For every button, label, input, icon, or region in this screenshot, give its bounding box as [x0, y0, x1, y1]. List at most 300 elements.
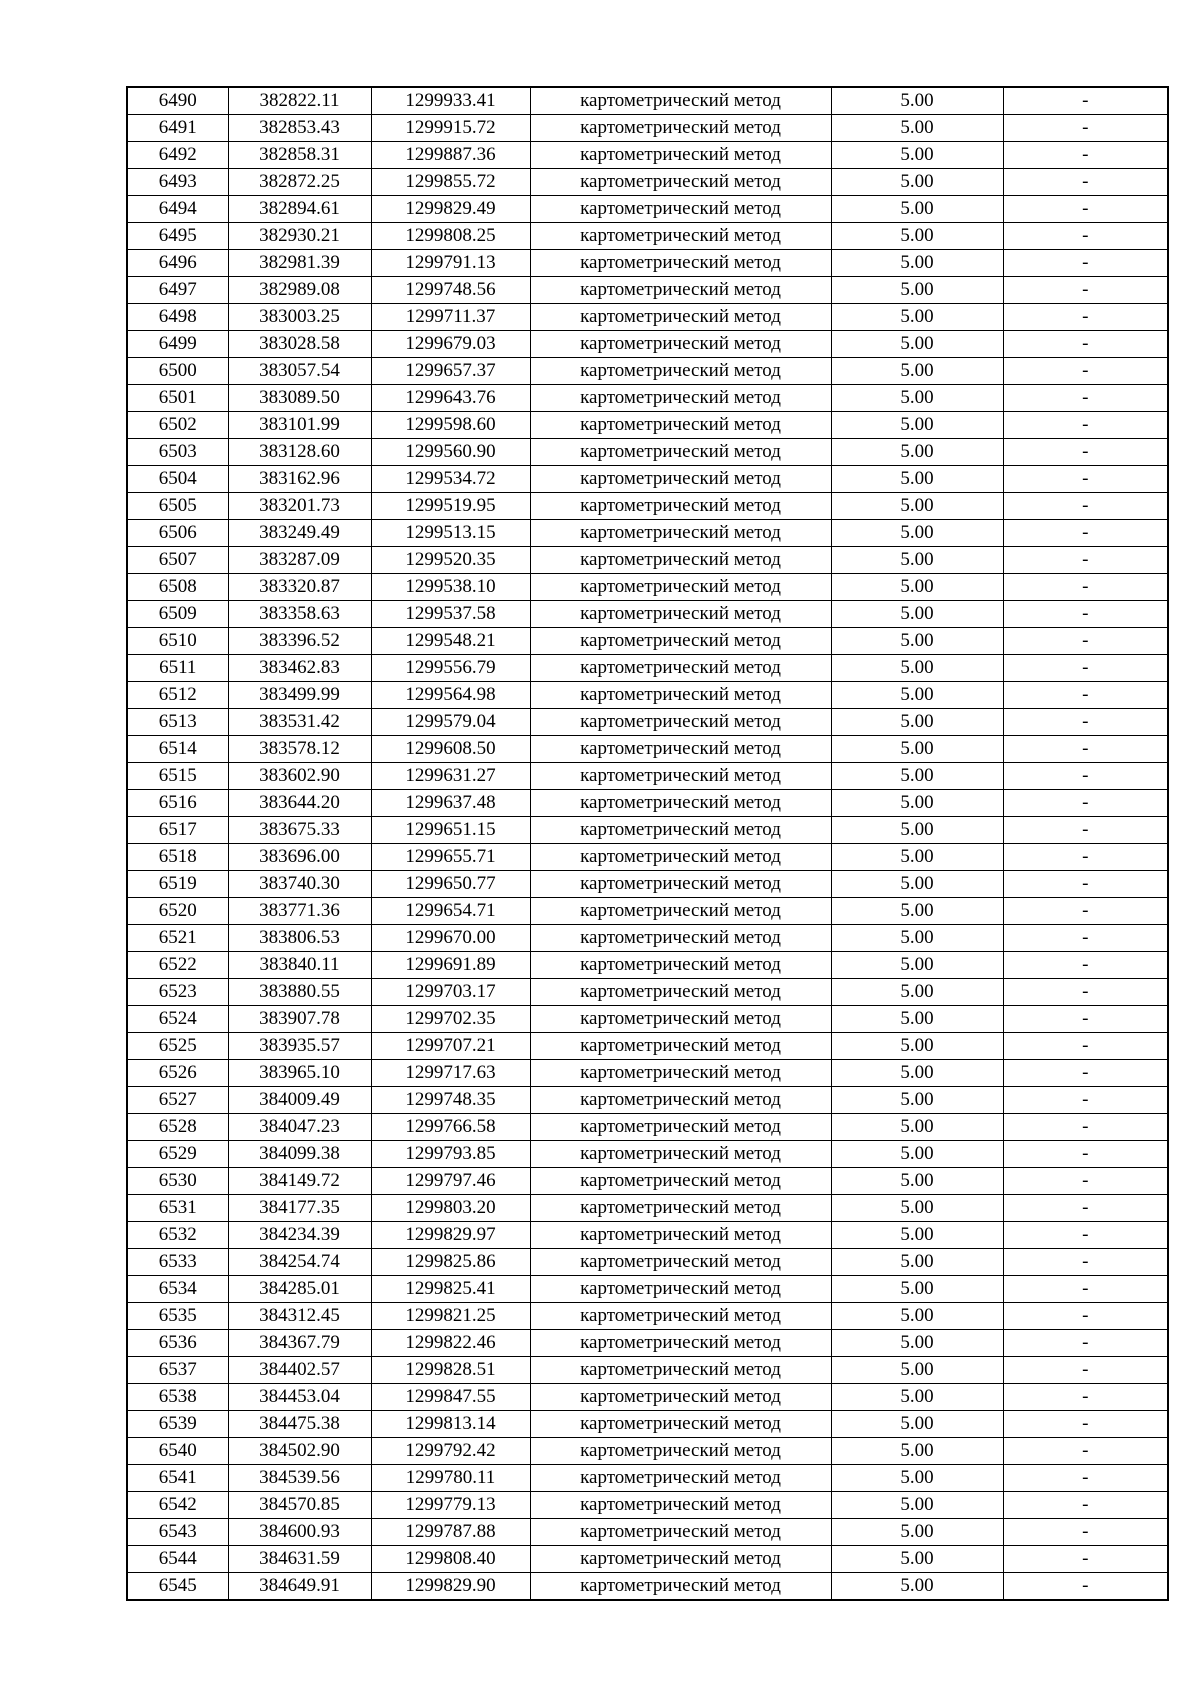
y-coordinate-cell: 1299670.00: [371, 925, 530, 952]
accuracy-cell: 5.00: [831, 574, 1003, 601]
y-coordinate-cell: 1299702.35: [371, 1006, 530, 1033]
table-row: [127, 1357, 1168, 1384]
accuracy-cell: 5.00: [831, 493, 1003, 520]
accuracy-cell: 5.00: [831, 925, 1003, 952]
y-coordinate-cell: 1299766.58: [371, 1114, 530, 1141]
note-cell: -: [1003, 1330, 1168, 1357]
point-number-cell: 6510: [127, 628, 228, 655]
table-row: [127, 898, 1168, 925]
y-coordinate-cell: 1299654.71: [371, 898, 530, 925]
method-cell: картометрический метод: [530, 1573, 831, 1601]
table-row: [127, 1303, 1168, 1330]
table-row: [127, 412, 1168, 439]
y-coordinate-cell: 1299643.76: [371, 385, 530, 412]
note-cell: -: [1003, 520, 1168, 547]
x-coordinate-cell: 384367.79: [228, 1330, 371, 1357]
y-coordinate-cell: 1299813.14: [371, 1411, 530, 1438]
point-number-cell: 6491: [127, 115, 228, 142]
accuracy-cell: 5.00: [831, 1330, 1003, 1357]
x-coordinate-cell: 384631.59: [228, 1546, 371, 1573]
method-cell: картометрический метод: [530, 817, 831, 844]
x-coordinate-cell: 383128.60: [228, 439, 371, 466]
note-cell: -: [1003, 1114, 1168, 1141]
note-cell: -: [1003, 1060, 1168, 1087]
method-cell: картометрический метод: [530, 1006, 831, 1033]
method-cell: картометрический метод: [530, 1492, 831, 1519]
accuracy-cell: 5.00: [831, 1519, 1003, 1546]
point-number-cell: 6518: [127, 844, 228, 871]
x-coordinate-cell: 384475.38: [228, 1411, 371, 1438]
table-row: [127, 655, 1168, 682]
note-cell: -: [1003, 250, 1168, 277]
x-coordinate-cell: 383101.99: [228, 412, 371, 439]
method-cell: картометрический метод: [530, 169, 831, 196]
note-cell: -: [1003, 1492, 1168, 1519]
point-number-cell: 6516: [127, 790, 228, 817]
note-cell: -: [1003, 601, 1168, 628]
note-cell: -: [1003, 169, 1168, 196]
point-number-cell: 6532: [127, 1222, 228, 1249]
method-cell: картометрический метод: [530, 655, 831, 682]
accuracy-cell: 5.00: [831, 736, 1003, 763]
point-number-cell: 6508: [127, 574, 228, 601]
point-number-cell: 6517: [127, 817, 228, 844]
point-number-cell: 6494: [127, 196, 228, 223]
y-coordinate-cell: 1299780.11: [371, 1465, 530, 1492]
y-coordinate-cell: 1299655.71: [371, 844, 530, 871]
note-cell: -: [1003, 547, 1168, 574]
accuracy-cell: 5.00: [831, 655, 1003, 682]
point-number-cell: 6507: [127, 547, 228, 574]
x-coordinate-cell: 383602.90: [228, 763, 371, 790]
x-coordinate-cell: 383320.87: [228, 574, 371, 601]
point-number-cell: 6537: [127, 1357, 228, 1384]
table-row: [127, 601, 1168, 628]
table-row: [127, 466, 1168, 493]
method-cell: картометрический метод: [530, 763, 831, 790]
note-cell: -: [1003, 574, 1168, 601]
accuracy-cell: 5.00: [831, 1303, 1003, 1330]
method-cell: картометрический метод: [530, 709, 831, 736]
method-cell: картометрический метод: [530, 736, 831, 763]
point-number-cell: 6540: [127, 1438, 228, 1465]
x-coordinate-cell: 384177.35: [228, 1195, 371, 1222]
point-number-cell: 6521: [127, 925, 228, 952]
method-cell: картометрический метод: [530, 439, 831, 466]
point-number-cell: 6531: [127, 1195, 228, 1222]
note-cell: -: [1003, 196, 1168, 223]
x-coordinate-cell: 384149.72: [228, 1168, 371, 1195]
accuracy-cell: 5.00: [831, 628, 1003, 655]
note-cell: -: [1003, 682, 1168, 709]
note-cell: -: [1003, 1222, 1168, 1249]
y-coordinate-cell: 1299933.41: [371, 87, 530, 115]
method-cell: картометрический метод: [530, 1303, 831, 1330]
table-row: [127, 763, 1168, 790]
accuracy-cell: 5.00: [831, 1222, 1003, 1249]
x-coordinate-cell: 384502.90: [228, 1438, 371, 1465]
method-cell: картометрический метод: [530, 682, 831, 709]
y-coordinate-cell: 1299534.72: [371, 466, 530, 493]
note-cell: -: [1003, 817, 1168, 844]
method-cell: картометрический метод: [530, 1249, 831, 1276]
point-number-cell: 6543: [127, 1519, 228, 1546]
accuracy-cell: 5.00: [831, 1465, 1003, 1492]
accuracy-cell: 5.00: [831, 520, 1003, 547]
note-cell: -: [1003, 790, 1168, 817]
accuracy-cell: 5.00: [831, 709, 1003, 736]
y-coordinate-cell: 1299579.04: [371, 709, 530, 736]
accuracy-cell: 5.00: [831, 1546, 1003, 1573]
note-cell: -: [1003, 979, 1168, 1006]
point-number-cell: 6511: [127, 655, 228, 682]
table-row: [127, 1168, 1168, 1195]
y-coordinate-cell: 1299637.48: [371, 790, 530, 817]
table-row: [127, 169, 1168, 196]
method-cell: картометрический метод: [530, 1276, 831, 1303]
method-cell: картометрический метод: [530, 1330, 831, 1357]
table-row: [127, 1222, 1168, 1249]
accuracy-cell: 5.00: [831, 1357, 1003, 1384]
point-number-cell: 6541: [127, 1465, 228, 1492]
y-coordinate-cell: 1299651.15: [371, 817, 530, 844]
method-cell: картометрический метод: [530, 574, 831, 601]
point-number-cell: 6501: [127, 385, 228, 412]
x-coordinate-cell: 384285.01: [228, 1276, 371, 1303]
method-cell: картометрический метод: [530, 925, 831, 952]
y-coordinate-cell: 1299748.56: [371, 277, 530, 304]
table-row: [127, 1438, 1168, 1465]
accuracy-cell: 5.00: [831, 979, 1003, 1006]
point-number-cell: 6496: [127, 250, 228, 277]
point-number-cell: 6534: [127, 1276, 228, 1303]
note-cell: -: [1003, 412, 1168, 439]
method-cell: картометрический метод: [530, 898, 831, 925]
note-cell: -: [1003, 1411, 1168, 1438]
note-cell: -: [1003, 1519, 1168, 1546]
table-row: [127, 520, 1168, 547]
y-coordinate-cell: 1299711.37: [371, 304, 530, 331]
y-coordinate-cell: 1299703.17: [371, 979, 530, 1006]
y-coordinate-cell: 1299887.36: [371, 142, 530, 169]
x-coordinate-cell: 383358.63: [228, 601, 371, 628]
point-number-cell: 6520: [127, 898, 228, 925]
accuracy-cell: 5.00: [831, 1276, 1003, 1303]
y-coordinate-cell: 1299787.88: [371, 1519, 530, 1546]
point-number-cell: 6504: [127, 466, 228, 493]
table-row: [127, 844, 1168, 871]
x-coordinate-cell: 384234.39: [228, 1222, 371, 1249]
point-number-cell: 6514: [127, 736, 228, 763]
table-row: [127, 439, 1168, 466]
y-coordinate-cell: 1299791.13: [371, 250, 530, 277]
y-coordinate-cell: 1299829.90: [371, 1573, 530, 1601]
x-coordinate-cell: 383499.99: [228, 682, 371, 709]
y-coordinate-cell: 1299564.98: [371, 682, 530, 709]
point-number-cell: 6519: [127, 871, 228, 898]
y-coordinate-cell: 1299825.41: [371, 1276, 530, 1303]
accuracy-cell: 5.00: [831, 1006, 1003, 1033]
table-row: [127, 1330, 1168, 1357]
y-coordinate-cell: 1299513.15: [371, 520, 530, 547]
x-coordinate-cell: 382981.39: [228, 250, 371, 277]
x-coordinate-cell: 382872.25: [228, 169, 371, 196]
accuracy-cell: 5.00: [831, 196, 1003, 223]
point-number-cell: 6527: [127, 1087, 228, 1114]
accuracy-cell: 5.00: [831, 1384, 1003, 1411]
note-cell: -: [1003, 1195, 1168, 1222]
accuracy-cell: 5.00: [831, 547, 1003, 574]
method-cell: картометрический метод: [530, 87, 831, 115]
table-row: [127, 1492, 1168, 1519]
table-row: [127, 547, 1168, 574]
y-coordinate-cell: 1299679.03: [371, 331, 530, 358]
x-coordinate-cell: 384312.45: [228, 1303, 371, 1330]
point-number-cell: 6492: [127, 142, 228, 169]
method-cell: картометрический метод: [530, 1168, 831, 1195]
accuracy-cell: 5.00: [831, 871, 1003, 898]
accuracy-cell: 5.00: [831, 1141, 1003, 1168]
method-cell: картометрический метод: [530, 1465, 831, 1492]
table-row: [127, 1060, 1168, 1087]
point-number-cell: 6533: [127, 1249, 228, 1276]
y-coordinate-cell: 1299691.89: [371, 952, 530, 979]
y-coordinate-cell: 1299519.95: [371, 493, 530, 520]
method-cell: картометрический метод: [530, 331, 831, 358]
note-cell: -: [1003, 1573, 1168, 1601]
table-row: [127, 331, 1168, 358]
accuracy-cell: 5.00: [831, 1060, 1003, 1087]
table-row: [127, 979, 1168, 1006]
note-cell: -: [1003, 466, 1168, 493]
point-number-cell: 6522: [127, 952, 228, 979]
method-cell: картометрический метод: [530, 196, 831, 223]
note-cell: -: [1003, 1087, 1168, 1114]
table-row: [127, 304, 1168, 331]
accuracy-cell: 5.00: [831, 223, 1003, 250]
method-cell: картометрический метод: [530, 1141, 831, 1168]
accuracy-cell: 5.00: [831, 142, 1003, 169]
point-number-cell: 6490: [127, 87, 228, 115]
note-cell: -: [1003, 709, 1168, 736]
x-coordinate-cell: 383578.12: [228, 736, 371, 763]
table-row: [127, 277, 1168, 304]
note-cell: -: [1003, 1303, 1168, 1330]
table-row: [127, 1573, 1168, 1601]
x-coordinate-cell: 384453.04: [228, 1384, 371, 1411]
point-number-cell: 6526: [127, 1060, 228, 1087]
note-cell: -: [1003, 142, 1168, 169]
note-cell: -: [1003, 277, 1168, 304]
y-coordinate-cell: 1299821.25: [371, 1303, 530, 1330]
x-coordinate-cell: 383696.00: [228, 844, 371, 871]
x-coordinate-cell: 383462.83: [228, 655, 371, 682]
point-number-cell: 6499: [127, 331, 228, 358]
accuracy-cell: 5.00: [831, 1573, 1003, 1601]
y-coordinate-cell: 1299748.35: [371, 1087, 530, 1114]
accuracy-cell: 5.00: [831, 250, 1003, 277]
point-number-cell: 6495: [127, 223, 228, 250]
accuracy-cell: 5.00: [831, 952, 1003, 979]
method-cell: картометрический метод: [530, 493, 831, 520]
accuracy-cell: 5.00: [831, 1195, 1003, 1222]
method-cell: картометрический метод: [530, 385, 831, 412]
accuracy-cell: 5.00: [831, 385, 1003, 412]
point-number-cell: 6515: [127, 763, 228, 790]
method-cell: картометрический метод: [530, 1438, 831, 1465]
point-number-cell: 6528: [127, 1114, 228, 1141]
method-cell: картометрический метод: [530, 358, 831, 385]
x-coordinate-cell: 383057.54: [228, 358, 371, 385]
accuracy-cell: 5.00: [831, 682, 1003, 709]
method-cell: картометрический метод: [530, 277, 831, 304]
table-row: [127, 1033, 1168, 1060]
y-coordinate-cell: 1299797.46: [371, 1168, 530, 1195]
accuracy-cell: 5.00: [831, 790, 1003, 817]
point-number-cell: 6498: [127, 304, 228, 331]
note-cell: -: [1003, 1438, 1168, 1465]
method-cell: картометрический метод: [530, 601, 831, 628]
x-coordinate-cell: 383935.57: [228, 1033, 371, 1060]
method-cell: картометрический метод: [530, 412, 831, 439]
note-cell: -: [1003, 871, 1168, 898]
accuracy-cell: 5.00: [831, 1114, 1003, 1141]
note-cell: -: [1003, 952, 1168, 979]
accuracy-cell: 5.00: [831, 1438, 1003, 1465]
table-row: [127, 1411, 1168, 1438]
x-coordinate-cell: 382858.31: [228, 142, 371, 169]
method-cell: картометрический метод: [530, 1357, 831, 1384]
accuracy-cell: 5.00: [831, 412, 1003, 439]
point-number-cell: 6525: [127, 1033, 228, 1060]
note-cell: -: [1003, 1141, 1168, 1168]
y-coordinate-cell: 1299556.79: [371, 655, 530, 682]
point-number-cell: 6536: [127, 1330, 228, 1357]
method-cell: картометрический метод: [530, 250, 831, 277]
table-row: [127, 1249, 1168, 1276]
x-coordinate-cell: 384009.49: [228, 1087, 371, 1114]
y-coordinate-cell: 1299717.63: [371, 1060, 530, 1087]
point-number-cell: 6524: [127, 1006, 228, 1033]
coordinates-table-body: [127, 87, 1168, 1600]
x-coordinate-cell: 382853.43: [228, 115, 371, 142]
method-cell: картометрический метод: [530, 1546, 831, 1573]
accuracy-cell: 5.00: [831, 1087, 1003, 1114]
y-coordinate-cell: 1299598.60: [371, 412, 530, 439]
x-coordinate-cell: 384099.38: [228, 1141, 371, 1168]
y-coordinate-cell: 1299822.46: [371, 1330, 530, 1357]
table-row: [127, 250, 1168, 277]
note-cell: -: [1003, 358, 1168, 385]
x-coordinate-cell: 383249.49: [228, 520, 371, 547]
method-cell: картометрический метод: [530, 790, 831, 817]
point-number-cell: 6523: [127, 979, 228, 1006]
x-coordinate-cell: 383028.58: [228, 331, 371, 358]
method-cell: картометрический метод: [530, 1519, 831, 1546]
note-cell: -: [1003, 925, 1168, 952]
x-coordinate-cell: 384047.23: [228, 1114, 371, 1141]
table-row: [127, 790, 1168, 817]
accuracy-cell: 5.00: [831, 1033, 1003, 1060]
note-cell: -: [1003, 1033, 1168, 1060]
accuracy-cell: 5.00: [831, 169, 1003, 196]
table-row: [127, 1465, 1168, 1492]
point-number-cell: 6530: [127, 1168, 228, 1195]
x-coordinate-cell: 383287.09: [228, 547, 371, 574]
point-number-cell: 6542: [127, 1492, 228, 1519]
table-row: [127, 385, 1168, 412]
accuracy-cell: 5.00: [831, 1168, 1003, 1195]
y-coordinate-cell: 1299828.51: [371, 1357, 530, 1384]
table-row: [127, 1384, 1168, 1411]
accuracy-cell: 5.00: [831, 844, 1003, 871]
table-row: [127, 196, 1168, 223]
point-number-cell: 6529: [127, 1141, 228, 1168]
x-coordinate-cell: 384570.85: [228, 1492, 371, 1519]
note-cell: -: [1003, 1357, 1168, 1384]
x-coordinate-cell: 383771.36: [228, 898, 371, 925]
point-number-cell: 6544: [127, 1546, 228, 1573]
point-number-cell: 6513: [127, 709, 228, 736]
table-row: [127, 817, 1168, 844]
method-cell: картометрический метод: [530, 1087, 831, 1114]
accuracy-cell: 5.00: [831, 466, 1003, 493]
x-coordinate-cell: 383162.96: [228, 466, 371, 493]
y-coordinate-cell: 1299560.90: [371, 439, 530, 466]
point-number-cell: 6535: [127, 1303, 228, 1330]
point-number-cell: 6538: [127, 1384, 228, 1411]
note-cell: -: [1003, 1276, 1168, 1303]
point-number-cell: 6545: [127, 1573, 228, 1601]
accuracy-cell: 5.00: [831, 763, 1003, 790]
y-coordinate-cell: 1299779.13: [371, 1492, 530, 1519]
method-cell: картометрический метод: [530, 844, 831, 871]
y-coordinate-cell: 1299808.40: [371, 1546, 530, 1573]
point-number-cell: 6497: [127, 277, 228, 304]
method-cell: картометрический метод: [530, 871, 831, 898]
point-number-cell: 6512: [127, 682, 228, 709]
table-row: [127, 115, 1168, 142]
point-number-cell: 6502: [127, 412, 228, 439]
note-cell: -: [1003, 1384, 1168, 1411]
table-row: [127, 142, 1168, 169]
point-number-cell: 6500: [127, 358, 228, 385]
y-coordinate-cell: 1299538.10: [371, 574, 530, 601]
table-row: [127, 871, 1168, 898]
y-coordinate-cell: 1299825.86: [371, 1249, 530, 1276]
method-cell: картометрический метод: [530, 466, 831, 493]
x-coordinate-cell: 383907.78: [228, 1006, 371, 1033]
table-row: [127, 709, 1168, 736]
note-cell: -: [1003, 1465, 1168, 1492]
y-coordinate-cell: 1299657.37: [371, 358, 530, 385]
note-cell: -: [1003, 304, 1168, 331]
note-cell: -: [1003, 628, 1168, 655]
method-cell: картометрический метод: [530, 628, 831, 655]
x-coordinate-cell: 384402.57: [228, 1357, 371, 1384]
x-coordinate-cell: 383965.10: [228, 1060, 371, 1087]
accuracy-cell: 5.00: [831, 304, 1003, 331]
table-row: [127, 1087, 1168, 1114]
y-coordinate-cell: 1299808.25: [371, 223, 530, 250]
y-coordinate-cell: 1299608.50: [371, 736, 530, 763]
table-row: [127, 574, 1168, 601]
note-cell: -: [1003, 115, 1168, 142]
table-row: [127, 1114, 1168, 1141]
method-cell: картометрический метод: [530, 115, 831, 142]
accuracy-cell: 5.00: [831, 898, 1003, 925]
y-coordinate-cell: 1299855.72: [371, 169, 530, 196]
